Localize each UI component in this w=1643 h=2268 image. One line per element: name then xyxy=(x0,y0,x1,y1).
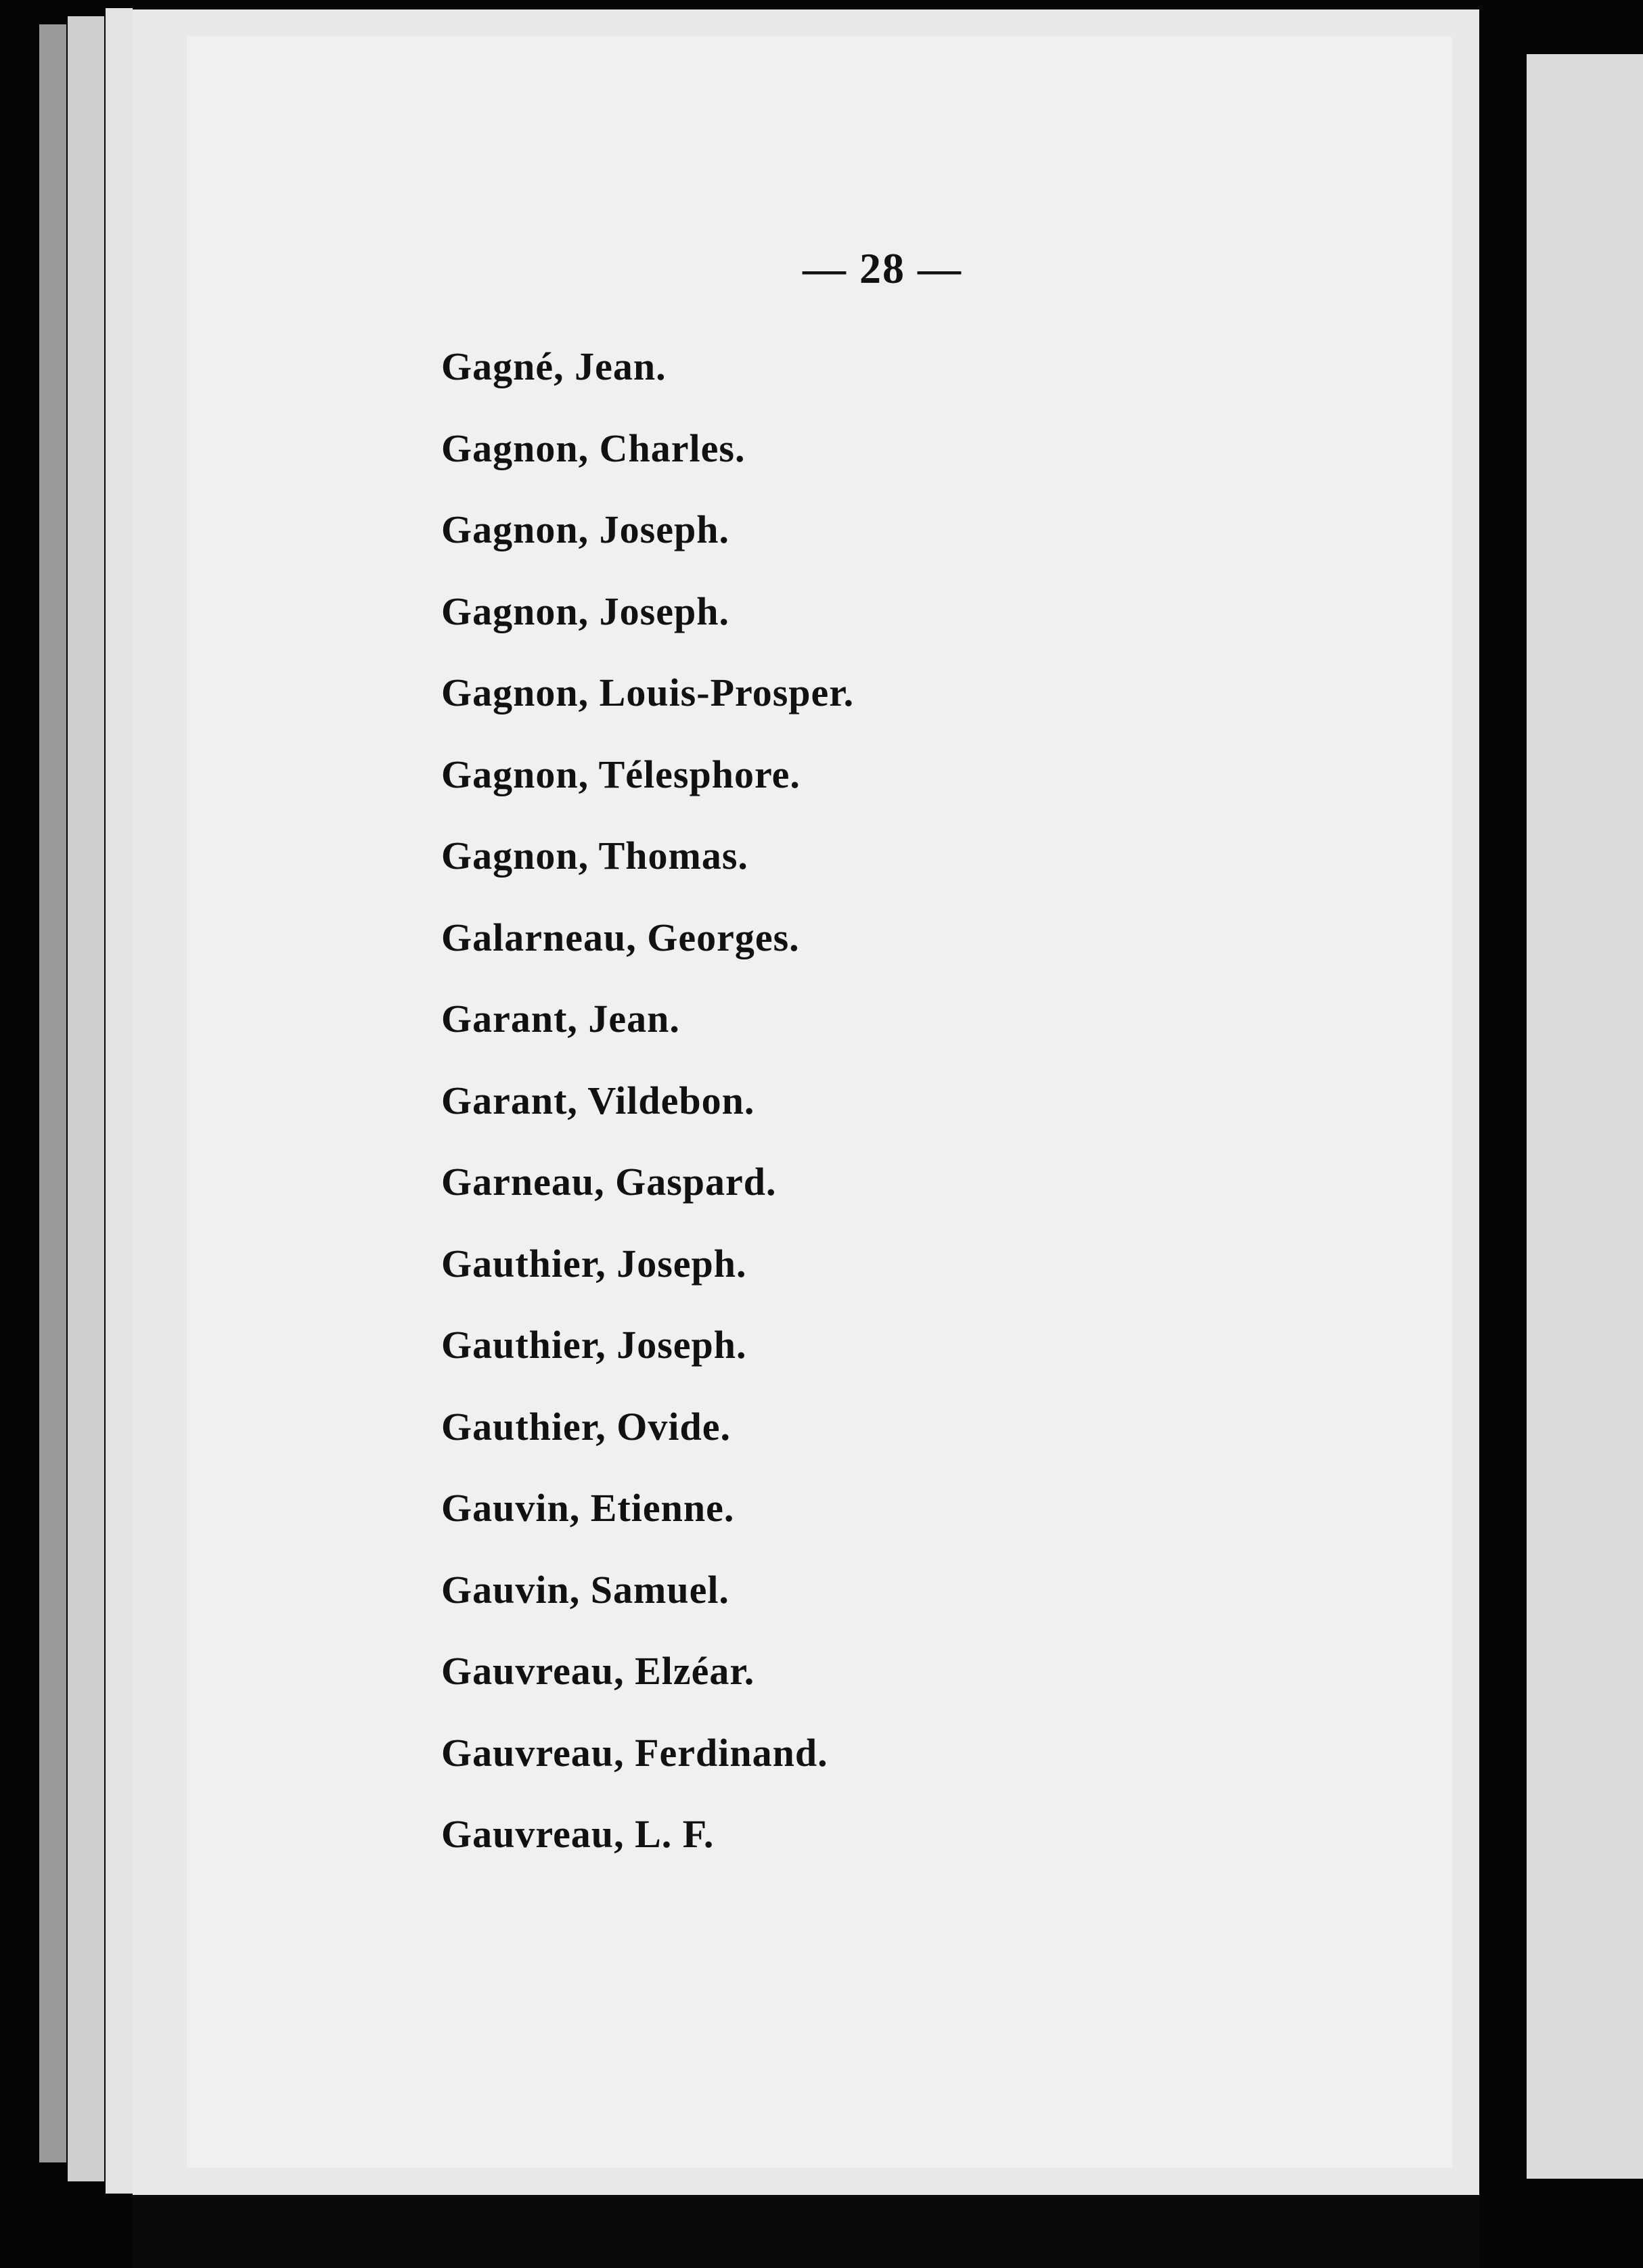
list-item: Gauvreau, L. F. xyxy=(441,1812,715,1856)
list-item: Gagnon, Télesphore. xyxy=(441,752,801,796)
list-item: Gauthier, Joseph. xyxy=(441,1323,747,1367)
list-item: Gauthier, Ovide. xyxy=(441,1404,731,1449)
list-item: Gagnon, Louis-Prosper. xyxy=(441,671,855,715)
list-item: Garneau, Gaspard. xyxy=(441,1160,777,1204)
page-number: — 28 — xyxy=(803,244,962,292)
list-item: Gauvreau, Elzéar. xyxy=(441,1649,755,1693)
page-edge-outer xyxy=(39,24,66,2162)
list-item: Gagnon, Thomas. xyxy=(441,834,748,878)
name-list xyxy=(441,333,854,1882)
bleed-through-shadow xyxy=(907,352,1367,923)
page-edge-inner xyxy=(106,8,133,2194)
list-item: Gagnon, Joseph. xyxy=(441,589,729,633)
list-item: Gauvreau, Ferdinand. xyxy=(441,1730,828,1775)
facing-page-edge xyxy=(1527,54,1643,2179)
list-item: Gauvin, Etienne. xyxy=(441,1486,735,1530)
list-item: Gagnon, Joseph. xyxy=(441,507,729,551)
list-item: Galarneau, Georges. xyxy=(441,915,800,959)
bottom-shadow xyxy=(133,2195,1479,2268)
list-item: Gagné, Jean. xyxy=(441,344,667,388)
list-item: Garant, Vildebon. xyxy=(441,1078,755,1122)
list-item: Gagnon, Charles. xyxy=(441,426,746,470)
list-item: Gauthier, Joseph. xyxy=(441,1241,747,1286)
book-spine-gutter xyxy=(1479,0,1527,2268)
page-edge-middle xyxy=(68,16,104,2181)
list-item: Garant, Jean. xyxy=(441,997,680,1041)
list-item: Gauvin, Samuel. xyxy=(441,1567,729,1612)
